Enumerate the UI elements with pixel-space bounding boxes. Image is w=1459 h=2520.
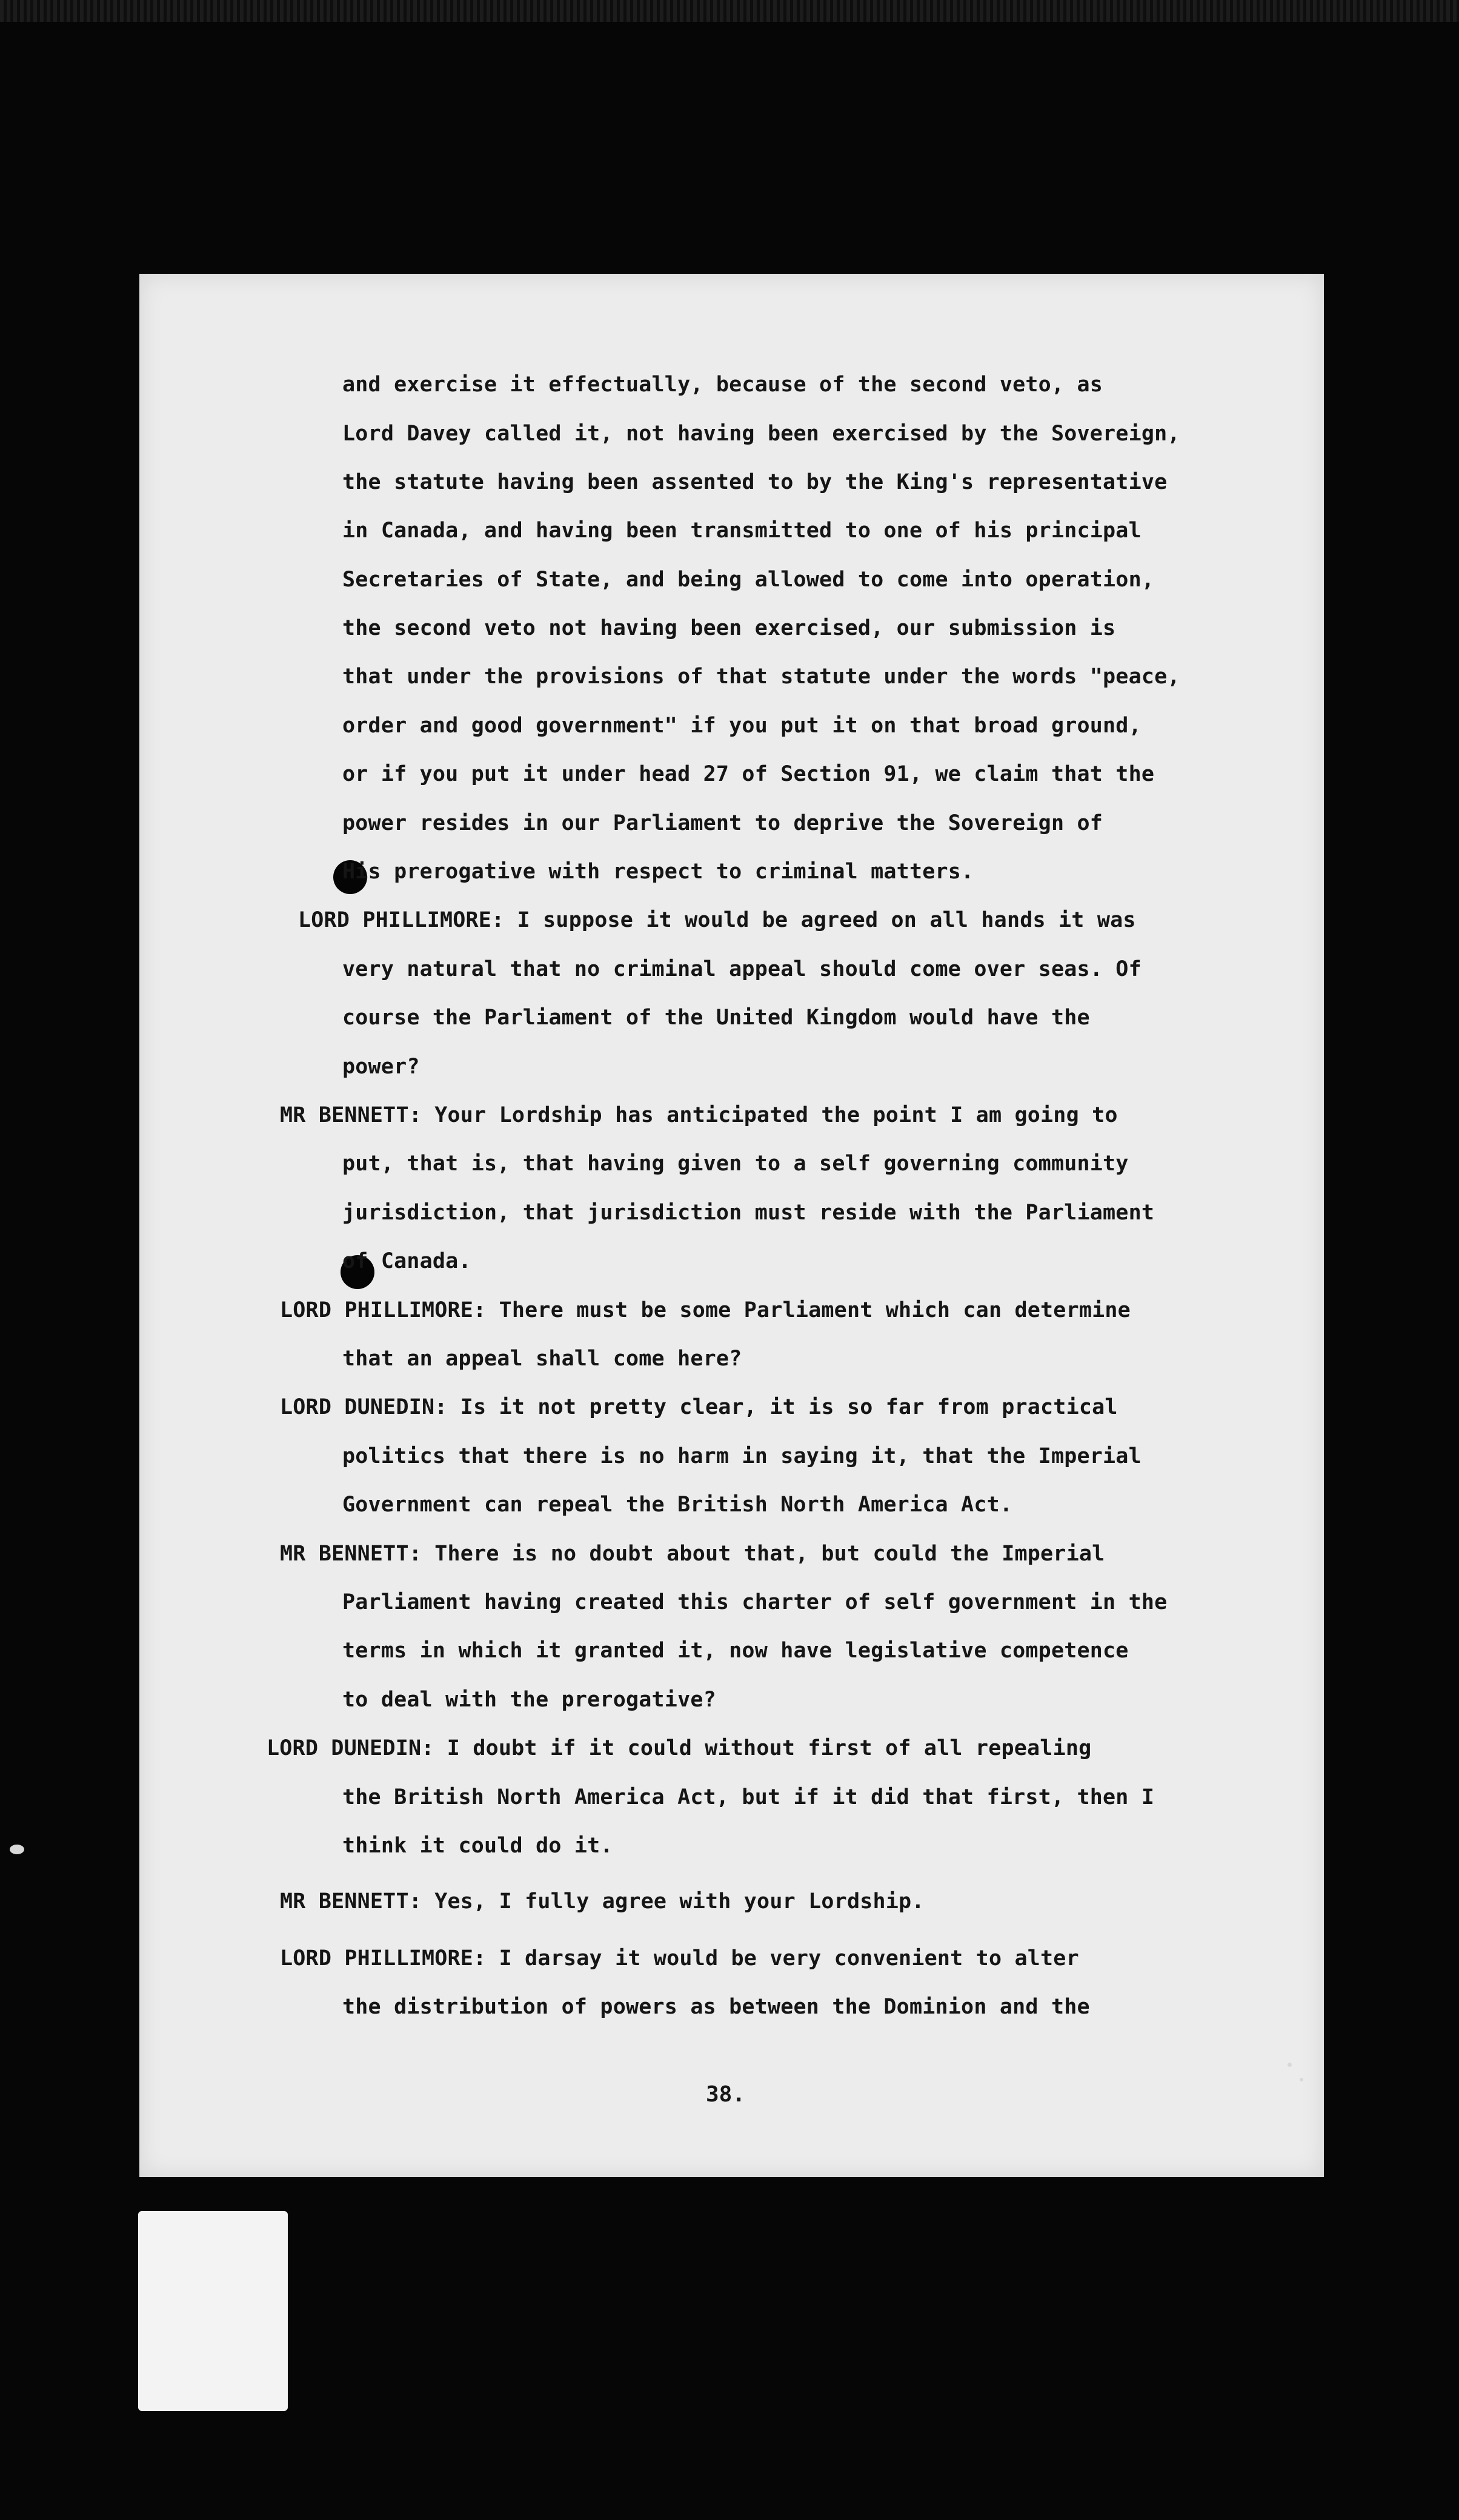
text-line: terms in which it granted it, now have legislative competence [342, 1639, 1129, 1663]
text-line: Secretaries of State, and being allowed to come into operation, [342, 568, 1155, 592]
text-line: to deal with the prerogative? [342, 1688, 716, 1712]
text-line: course the Parliament of the United Kingdom would have the [342, 1006, 1090, 1030]
film-strip-edge [0, 0, 1459, 22]
text-line: of Canada. [342, 1249, 471, 1273]
text-line: or if you put it under head 27 of Section 91, we claim that the [342, 762, 1155, 786]
speaker-line: MR BENNETT: There is no doubt about that, but could the Imperial [280, 1542, 1105, 1566]
text-line: in Canada, and having been transmitted to one of his principal [342, 519, 1142, 543]
text-line: Parliament having created this charter of self government in the [342, 1590, 1168, 1614]
text-line: the second veto not having been exercised, our submission is [342, 616, 1116, 640]
speaker-line: LORD PHILLIMORE: I suppose it would be agreed on all hands it was [298, 908, 1136, 932]
text-line: the British North America Act, but if it did that first, then I [342, 1785, 1155, 1809]
text-line: that an appeal shall come here? [342, 1347, 742, 1371]
microfilm-target-card [138, 2211, 288, 2411]
text-line: Lord Davey called it, not having been exercised by the Sovereign, [342, 422, 1180, 446]
text-line: the distribution of powers as between the Dominion and the [342, 1995, 1090, 2019]
film-artifact [10, 1845, 24, 1854]
text-line: power resides in our Parliament to deprive the Sovereign of [342, 811, 1103, 835]
speaker-line: LORD DUNEDIN: I doubt if it could without first of all repealing [267, 1736, 1092, 1760]
text-line: and exercise it effectually, because of the second veto, as [342, 373, 1103, 397]
text-line: that under the provisions of that statute under the words "peace, [342, 665, 1180, 689]
text-line: order and good government" if you put it on that broad ground, [342, 714, 1142, 738]
text-line: put, that is, that having given to a self governing community [342, 1152, 1129, 1176]
text-line: very natural that no criminal appeal should come over seas. Of [342, 957, 1142, 981]
text-line: power? [342, 1055, 420, 1079]
text-line: Government can repeal the British North America Act. [342, 1493, 1013, 1517]
text-line: politics that there is no harm in saying it, that the Imperial [342, 1444, 1142, 1468]
text-line: jurisdiction, that jurisdiction must reside with the Parliament [342, 1201, 1155, 1225]
page-number: 38. [706, 2082, 746, 2107]
film-artifact [1288, 2063, 1292, 2067]
text-line: think it could do it. [342, 1834, 613, 1858]
film-artifact [1300, 2078, 1303, 2081]
speaker-line: LORD PHILLIMORE: There must be some Parliament which can determine [280, 1298, 1131, 1322]
speaker-line: MR BENNETT: Yes, I fully agree with your Lordship. [280, 1889, 925, 1914]
speaker-line: LORD PHILLIMORE: I darsay it would be very convenient to alter [280, 1946, 1079, 1971]
typed-page [139, 274, 1324, 2177]
speaker-line: MR BENNETT: Your Lordship has anticipated the point I am going to [280, 1103, 1118, 1127]
text-line: His prerogative with respect to criminal matters. [342, 860, 974, 884]
text-line: the statute having been assented to by the King's representative [342, 470, 1168, 494]
speaker-line: LORD DUNEDIN: Is it not pretty clear, it is so far from practical [280, 1395, 1118, 1419]
